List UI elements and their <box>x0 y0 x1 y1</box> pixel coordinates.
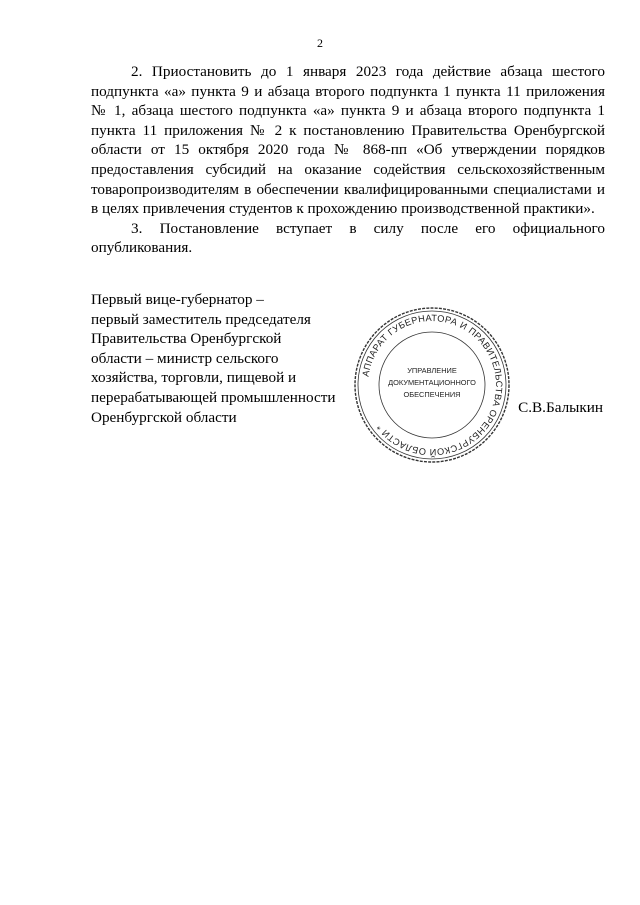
signatory-title-line: Оренбургской области <box>91 408 237 426</box>
stamp-center-line: УПРАВЛЕНИЕ <box>407 366 457 375</box>
paragraph-3: 3. Постановление вступает в силу после его официального опубликования. <box>91 219 605 257</box>
paragraph-2: 2. Приостановить до 1 января 2023 года действие абзаца шестого подпункта «а» пункта 9 и абзаца второго подпункта 1 пункта 11 приложения № 1, абзаца шестого подпункта «а» пункта 9 и абзаца второго подпункта 1 пункта 11 приложения № 2 к постановлению Правительства Оренбургской области от 15 октября 2020 года № 868-пп «Об утверждении порядков предоставления субсидий на оказание содействия сельскохозяйственным товаропроизводителям в обеспечении квалифицированными специалистами и в целях привлечения студентов к прохождению производственной практики». <box>91 63 605 218</box>
signatory-title <box>91 290 391 427</box>
signatory-title-line: области – министр сельского <box>91 349 279 367</box>
stamp-center-line: ДОКУМЕНТАЦИОННОГО <box>388 378 476 387</box>
signatory-title-line: Первый вице-губернатор – <box>91 291 264 308</box>
signatory-title-line: хозяйства, торговли, пищевой и <box>91 369 297 387</box>
signatory-name: С.В.Балыкин <box>518 399 603 416</box>
page-number: 2 <box>317 36 323 50</box>
signatory-title-line: Правительства Оренбургской <box>91 330 282 348</box>
official-stamp <box>352 305 512 465</box>
document-body <box>91 62 605 258</box>
stamp-ring-text: АППАРАТ ГУБЕРНАТОРА И ПРАВИТЕЛЬСТВА ОРЕНБУРГСКОЙ ОБЛАСТИ * <box>360 312 505 458</box>
stamp-center-line: ОБЕСПЕЧЕНИЯ <box>403 390 461 399</box>
signatory-title-line: первый заместитель председателя <box>91 310 311 328</box>
signatory-title-line: перерабатывающей промышленности <box>91 388 336 406</box>
